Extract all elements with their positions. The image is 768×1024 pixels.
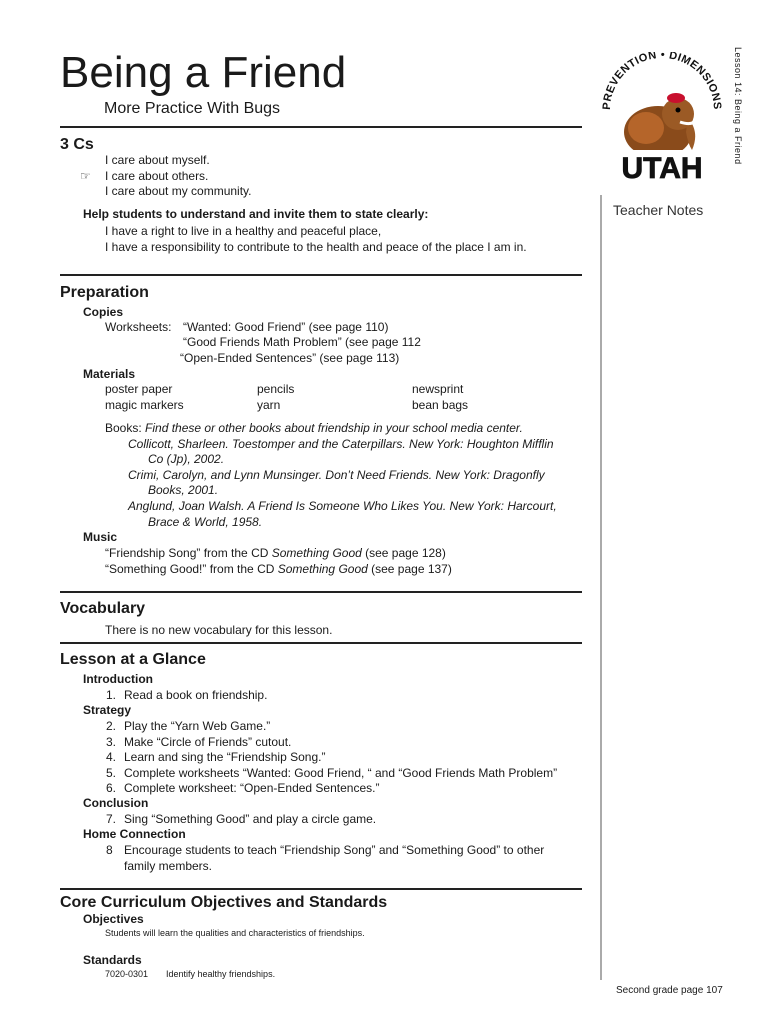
page-subtitle: More Practice With Bugs <box>104 100 281 117</box>
section-heading-3cs: 3 Cs <box>60 136 94 153</box>
svg-text:UTAH: UTAH <box>621 152 703 184</box>
step-number: 5. <box>106 766 117 780</box>
material-item: magic markers <box>105 398 184 412</box>
objectives-text: Students will learn the qualities and characteristics of friendships. <box>105 928 365 938</box>
section-heading-vocabulary: Vocabulary <box>60 600 146 617</box>
lesson-side-tab: Lesson 14: Being a Friend <box>733 47 743 165</box>
standards-label: Standards <box>83 953 142 967</box>
conclusion-label: Conclusion <box>83 796 149 810</box>
book-citation-cont: Brace & World, 1958. <box>148 515 263 529</box>
divider <box>60 642 582 644</box>
book-citation: Anglund, Joan Walsh. A Friend Is Someone Who Likes You. New York: Harcourt, <box>128 499 557 513</box>
list-item: I care about my community. <box>105 184 252 198</box>
step-text: Read a book on friendship. <box>124 688 268 702</box>
material-item: newsprint <box>412 382 464 396</box>
page-title: Being a Friend <box>60 48 347 97</box>
introduction-label: Introduction <box>83 672 153 686</box>
material-item: poster paper <box>105 382 173 396</box>
statement: I have a responsibility to contribute to the health and peace of the place I am in. <box>105 240 527 254</box>
step-text: Make “Circle of Friends” cutout. <box>124 735 292 749</box>
book-citation: Collicott, Sharleen. Toestomper and the Caterpillars. New York: Houghton Mifflin <box>128 437 554 451</box>
standard-code: 7020-0301 <box>105 969 149 979</box>
music-item: “Friendship Song” from the CD Something Good (see page 128) <box>105 546 446 560</box>
music-item: “Something Good!” from the CD Something Good (see page 137) <box>105 562 452 576</box>
book-citation-cont: Co (Jp), 2002. <box>148 452 225 466</box>
step-number: 4. <box>106 750 117 764</box>
step-number: 6. <box>106 781 117 795</box>
teacher-notes-label: Teacher Notes <box>613 202 704 218</box>
pointing-hand-icon: ☞ <box>80 169 91 183</box>
divider <box>60 591 582 593</box>
divider <box>60 126 582 128</box>
worksheet-item: “Open-Ended Sentences” (see page 113) <box>180 351 400 365</box>
step-number: 2. <box>106 719 117 733</box>
copies-label: Copies <box>83 305 124 319</box>
worksheets-label: Worksheets: <box>105 320 172 334</box>
step-text: Encourage students to teach “Friendship Song” and “Something Good” to other <box>124 843 545 857</box>
strategy-label: Strategy <box>83 703 132 717</box>
home-connection-label: Home Connection <box>83 827 186 841</box>
divider <box>60 888 582 890</box>
step-number: 3. <box>106 735 117 749</box>
step-text: Complete worksheets “Wanted: Good Friend, “ and “Good Friends Math Problem” <box>124 766 558 780</box>
list-item: I care about others. <box>105 169 209 183</box>
materials-label: Materials <box>83 367 136 381</box>
statement: I have a right to live in a healthy and peaceful place, <box>105 224 382 238</box>
step-text: Complete worksheet: “Open-Ended Sentences.” <box>124 781 380 795</box>
books-intro: Books: Find these or other books about friendship in your school media center. <box>105 421 523 435</box>
section-heading-preparation: Preparation <box>60 284 149 301</box>
worksheet-item: “Wanted: Good Friend” (see page 110) <box>183 320 389 334</box>
help-heading: Help students to understand and invite them to state clearly: <box>83 207 429 221</box>
step-number: 7. <box>106 812 117 826</box>
material-item: bean bags <box>412 398 469 412</box>
material-item: yarn <box>257 398 281 412</box>
vocabulary-text: There is no new vocabulary for this lesson. <box>105 623 333 637</box>
book-citation: Crimi, Carolyn, and Lynn Munsinger. Don’t Need Friends. New York: Dragonfly <box>128 468 545 482</box>
section-heading-glance: Lesson at a Glance <box>60 651 206 668</box>
divider <box>60 274 582 276</box>
music-label: Music <box>83 530 118 544</box>
notes-divider <box>600 195 602 980</box>
objectives-label: Objectives <box>83 912 144 926</box>
svg-text:PREVENTION • DIMENSIONS: PREVENTION • DIMENSIONS <box>600 52 724 111</box>
step-text-cont: family members. <box>124 859 213 873</box>
list-item: I care about myself. <box>105 153 210 167</box>
section-heading-core: Core Curriculum Objectives and Standards <box>60 894 388 911</box>
page-footer: Second grade page 107 <box>616 985 723 996</box>
book-citation-cont: Books, 2001. <box>148 483 219 497</box>
step-number: 8 <box>106 843 113 857</box>
step-text: Sing “Something Good” and play a circle game. <box>124 812 377 826</box>
step-number: 1. <box>106 688 117 702</box>
material-item: pencils <box>257 382 295 396</box>
step-text: Learn and sing the “Friendship Song.” <box>124 750 326 764</box>
step-text: Play the “Yarn Web Game.” <box>124 719 271 733</box>
prevention-dimensions-logo <box>596 52 728 184</box>
worksheet-item: “Good Friends Math Problem” (see page 112 <box>183 335 421 349</box>
standard-text: Identify healthy friendships. <box>166 969 276 979</box>
